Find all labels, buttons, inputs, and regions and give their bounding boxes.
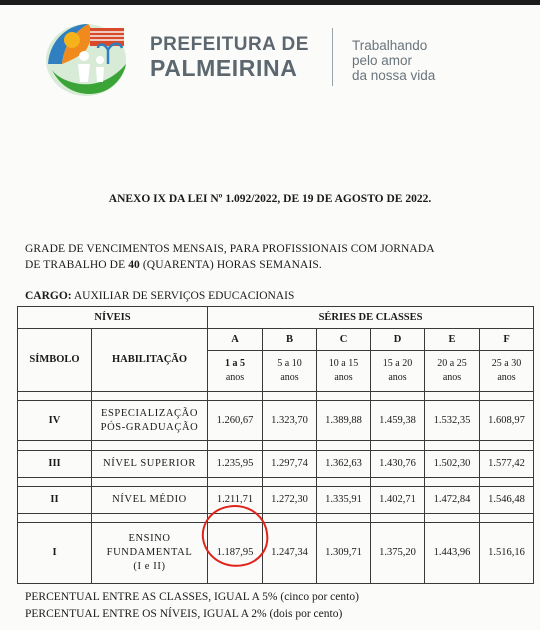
grade-line-2-hours: 40 — [128, 259, 140, 271]
salary-cell: 1.532,35 — [425, 401, 480, 441]
slogan-line-3: da nossa vida — [352, 68, 436, 83]
grade-line-2-pre: DE TRABALHO DE — [25, 259, 129, 271]
spacer-row — [18, 441, 534, 450]
grade-line-2-post: (QUARENTA) HORAS SEMANAIS. — [139, 259, 322, 271]
salary-cell: 1.402,71 — [371, 486, 425, 513]
table-row — [18, 523, 534, 584]
brand-line-2: PALMEIRINA — [150, 55, 298, 81]
table-row — [18, 450, 534, 477]
position-label: CARGO: — [25, 290, 72, 302]
brand-line-1: PREFEITURA DE — [150, 34, 309, 55]
header-row-1 — [18, 307, 534, 329]
range-e: 20 a 25 anos — [425, 351, 480, 391]
niveis-header: NÍVEIS — [18, 307, 208, 329]
class-c: C — [317, 329, 371, 351]
position-line — [25, 290, 294, 302]
slogan — [352, 38, 435, 83]
row-habilitacao: NÍVEL MÉDIO — [92, 486, 208, 513]
class-e: E — [425, 329, 480, 351]
range-b: 5 a 10 anos — [263, 351, 317, 391]
salary-grade-description — [25, 241, 435, 273]
salary-cell: 1.577,42 — [480, 450, 534, 477]
row-symbol: I — [18, 523, 92, 584]
class-d: D — [371, 329, 425, 351]
salary-cell-highlighted: 1.187,95 — [208, 523, 263, 584]
slogan-line-2: pelo amor — [352, 53, 413, 68]
salary-cell: 1.235,95 — [208, 450, 263, 477]
salary-cell: 1.297,74 — [263, 450, 317, 477]
row-symbol: IV — [18, 401, 92, 441]
salary-cell: 1.502,30 — [425, 450, 480, 477]
row-symbol: II — [18, 486, 92, 513]
salary-cell: 1.335,91 — [317, 486, 371, 513]
row-habilitacao: ESPECIALIZAÇÃO PÓS-GRADUAÇÃO — [92, 401, 208, 441]
spacer-row — [18, 477, 534, 486]
salary-cell: 1.443,96 — [425, 523, 480, 584]
salary-cell: 1.430,76 — [371, 450, 425, 477]
salary-cell: 1.211,71 — [208, 486, 263, 513]
footer-classes-percent: PERCENTUAL ENTRE AS CLASSES, IGUAL A 5% (cinco por cento) — [25, 591, 359, 603]
salary-cell: 1.389,88 — [317, 401, 371, 441]
range-c: 10 a 15 anos — [317, 351, 371, 391]
row-habilitacao: ENSINO FUNDAMENTAL (I e II) — [92, 523, 208, 584]
row-symbol: III — [18, 450, 92, 477]
salary-cell: 1.247,34 — [263, 523, 317, 584]
footer-levels-percent: PERCENTUAL ENTRE OS NÍVEIS, IGUAL A 2% (dois por cento) — [25, 608, 343, 620]
palmeirina-logo-icon — [42, 20, 132, 98]
range-f: 25 a 30 anos — [480, 351, 534, 391]
class-a: A — [208, 329, 263, 351]
salary-table — [17, 306, 534, 584]
salary-cell: 1.608,97 — [480, 401, 534, 441]
class-b: B — [263, 329, 317, 351]
salary-cell: 1.272,30 — [263, 486, 317, 513]
salary-cell: 1.375,20 — [371, 523, 425, 584]
row-habilitacao: NÍVEL SUPERIOR — [92, 450, 208, 477]
salary-cell: 1.260,67 — [208, 401, 263, 441]
salary-cell: 1.309,71 — [317, 523, 371, 584]
spacer-row — [18, 391, 534, 400]
slogan-line-1: Trabalhando — [352, 38, 428, 53]
letterhead — [42, 20, 512, 100]
footer-notes — [25, 589, 359, 623]
table-row — [18, 486, 534, 513]
class-f: F — [480, 329, 534, 351]
salary-cell: 1.546,48 — [480, 486, 534, 513]
grade-line-1: GRADE DE VENCIMENTOS MENSAIS, PARA PROFISSIONAIS COM JORNADA — [25, 243, 435, 255]
top-edge-bar — [0, 0, 540, 5]
range-a: 1 a 5 anos — [208, 351, 263, 391]
series-header: SÉRIES DE CLASSES — [208, 307, 534, 329]
annex-title: ANEXO IX DA LEI Nº 1.092/2022, DE 19 DE AGOSTO DE 2022. — [108, 193, 432, 205]
header-divider — [332, 28, 333, 86]
salary-cell: 1.323,70 — [263, 401, 317, 441]
simbolo-header: SÍMBOLO — [18, 329, 92, 392]
table-row — [18, 401, 534, 441]
salary-cell: 1.362,63 — [317, 450, 371, 477]
salary-cell: 1.516,16 — [480, 523, 534, 584]
range-d: 15 a 20 anos — [371, 351, 425, 391]
grade-line-2 — [25, 257, 435, 273]
position-value: AUXILIAR DE SERVIÇOS EDUCACIONAIS — [71, 290, 295, 302]
salary-cell: 1.459,38 — [371, 401, 425, 441]
spacer-row — [18, 514, 534, 523]
salary-cell: 1.472,84 — [425, 486, 480, 513]
brand-name — [150, 35, 309, 84]
habilitacao-header: HABILITAÇÃO — [92, 329, 208, 392]
header-row-2 — [18, 329, 534, 351]
